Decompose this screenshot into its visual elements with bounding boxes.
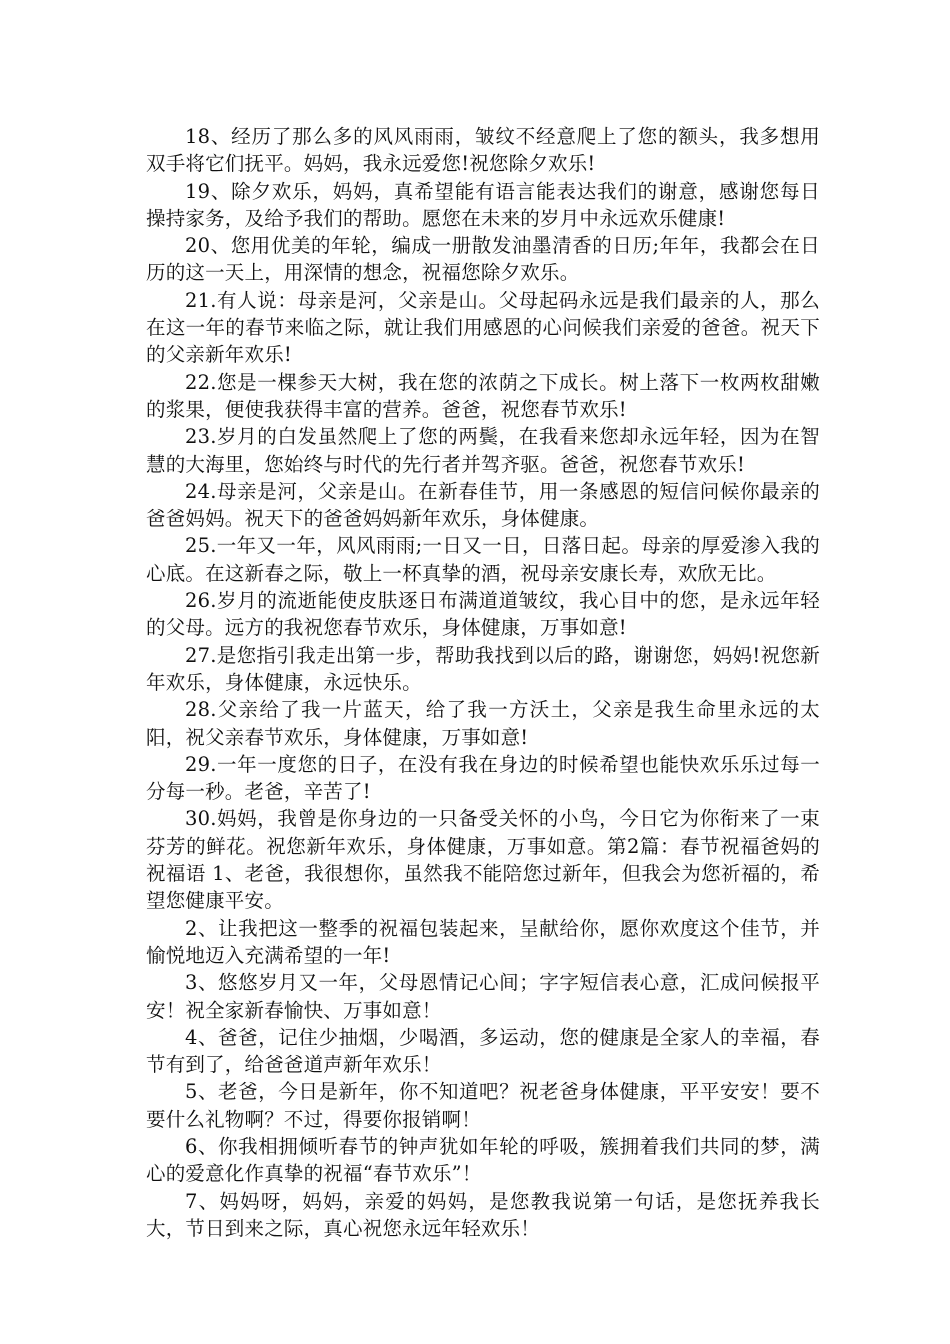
paragraph-30: 30.妈妈，我曾是你身边的一只备受关怀的小鸟，今日它为你衔来了一束芬芳的鲜花。祝您新年欢乐，身体健康，万事如意。第2篇：春节祝福爸妈的祝福语 1、老爸，我很想你，虽然我不能陪您过新年，但我会为您祈福的，希望您健康平安。 bbox=[146, 807, 820, 913]
paragraph-19: 19、除夕欢乐，妈妈，真希望能有语言能表达我们的谢意，感谢您每日操持家务，及给予我们的帮助。愿您在未来的岁月中永远欢乐健康! bbox=[146, 179, 820, 230]
paragraph-28: 28.父亲给了我一片蓝天，给了我一方沃土，父亲是我生命里永远的太阳，祝父亲春节欢乐，身体健康，万事如意! bbox=[146, 698, 820, 749]
paragraph-5: 5、老爸，今日是新年，你不知道吧？祝老爸身体健康，平平安安！要不要什么礼物啊？不过，得要你报销啊！ bbox=[146, 1080, 820, 1131]
paragraph-20: 20、您用优美的年轮，编成一册散发油墨清香的日历;年年，我都会在日历的这一天上，用深情的想念，祝福您除夕欢乐。 bbox=[146, 234, 820, 285]
document-body bbox=[146, 123, 820, 1242]
paragraph-21: 21.有人说：母亲是河，父亲是山。父母起码永远是我们最亲的人，那么在这一年的春节来临之际，就让我们用感恩的心问候我们亲爱的爸爸。祝天下的父亲新年欢乐! bbox=[146, 288, 820, 367]
paragraph-3: 3、悠悠岁月又一年，父母恩情记心间；字字短信表心意，汇成问候报平安！祝全家新春愉快、万事如意！ bbox=[146, 971, 820, 1022]
paragraph-6: 6、你我相拥倾听春节的钟声犹如年轮的呼吸，簇拥着我们共同的梦，满心的爱意化作真挚的祝福“春节欢乐”！ bbox=[146, 1134, 820, 1186]
paragraph-22: 22.您是一棵参天大树，我在您的浓荫之下成长。树上落下一枚两枚甜嫩的浆果，便使我获得丰富的营养。爸爸，祝您春节欢乐! bbox=[146, 370, 820, 421]
paragraph-25: 25.一年又一年，风风雨雨;一日又一日，日落日起。母亲的厚爱渗入我的心底。在这新春之际，敬上一杯真挚的酒，祝母亲安康长寿，欢欣无比。 bbox=[146, 534, 820, 585]
paragraph-23: 23.岁月的白发虽然爬上了您的两鬓，在我看来您却永远年轻，因为在智慧的大海里，您始终与时代的先行者并驾齐驱。爸爸，祝您春节欢乐! bbox=[146, 425, 820, 476]
paragraph-29: 29.一年一度您的日子，在没有我在身边的时候希望也能快欢乐乐过每一分每一秒。老爸，辛苦了! bbox=[146, 752, 820, 804]
paragraph-2: 2、让我把这一整季的祝福包装起来，呈献给你，愿你欢度这个佳节，并愉悦地迈入充满希望的一年! bbox=[146, 916, 820, 967]
paragraph-27: 27.是您指引我走出第一步，帮助我找到以后的路，谢谢您，妈妈!祝您新年欢乐，身体健康，永远快乐。 bbox=[146, 643, 820, 694]
paragraph-26: 26.岁月的流逝能使皮肤逐日布满道道皱纹，我心目中的您，是永远年轻的父母。远方的我祝您春节欢乐，身体健康，万事如意! bbox=[146, 589, 820, 640]
paragraph-4: 4、爸爸，记住少抽烟，少喝酒，多运动，您的健康是全家人的幸福，春节有到了，给爸爸道声新年欢乐！ bbox=[146, 1025, 820, 1077]
paragraph-18: 18、经历了那么多的风风雨雨，皱纹不经意爬上了您的额头，我多想用双手将它们抚平。妈妈，我永远爱您!祝您除夕欢乐! bbox=[146, 125, 820, 176]
paragraph-7: 7、妈妈呀，妈妈，亲爱的妈妈，是您教我说第一句话，是您抚养我长大，节日到来之际，真心祝您永远年轻欢乐！ bbox=[146, 1189, 820, 1240]
paragraph-24: 24.母亲是河，父亲是山。在新春佳节，用一条感恩的短信问候你最亲的爸爸妈妈。祝天下的爸爸妈妈新年欢乐，身体健康。 bbox=[146, 479, 820, 531]
